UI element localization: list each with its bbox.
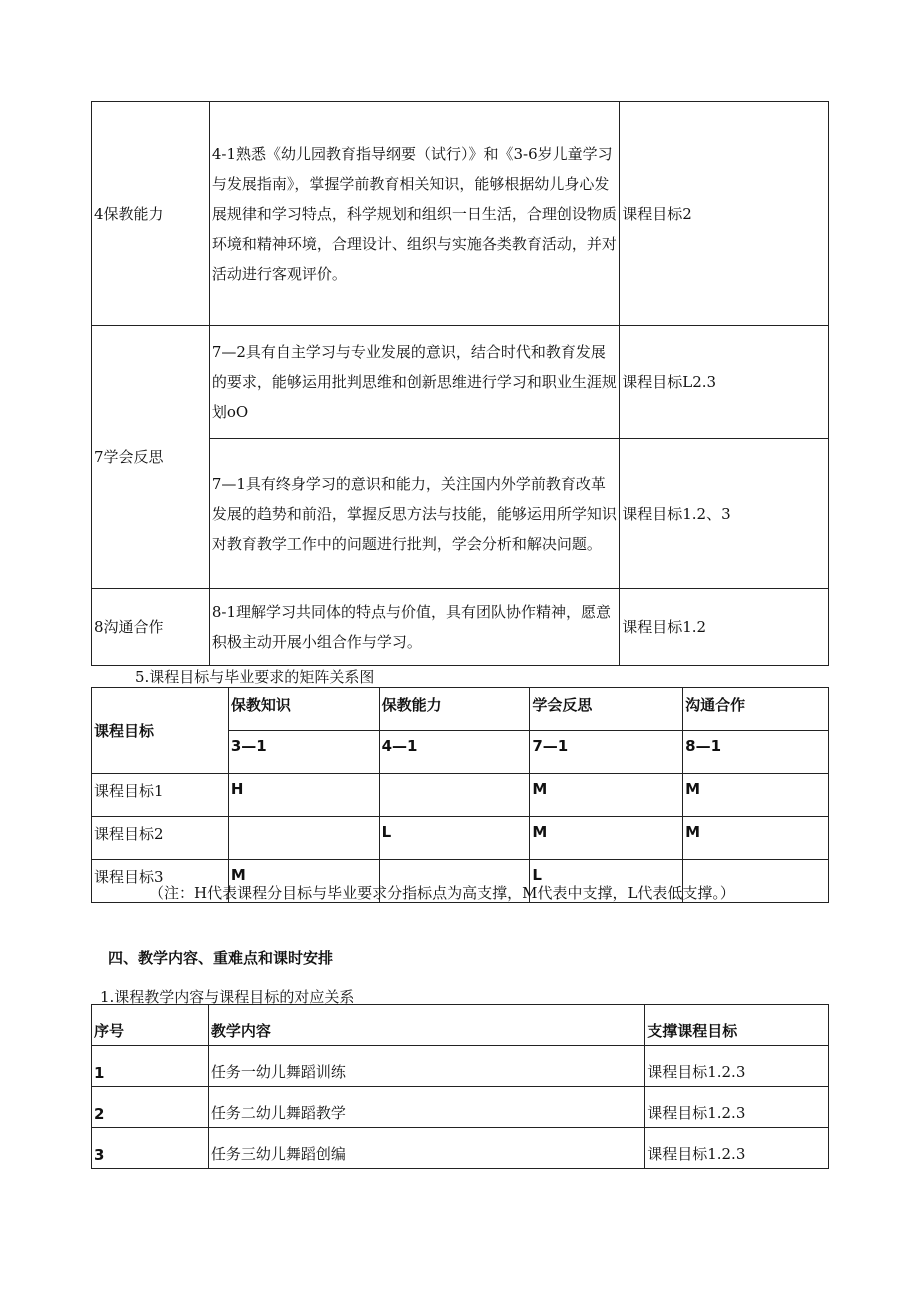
matrix-header: 沟通合作 <box>683 688 829 731</box>
matrix-row-label: 课程目标3 <box>92 860 229 903</box>
table-row <box>92 1128 829 1169</box>
matrix-table <box>91 687 829 903</box>
table-row <box>92 1046 829 1087</box>
content-cell: 任务一幼儿舞蹈训练 <box>208 1046 644 1087</box>
matrix-header: 学会反思 <box>530 688 683 731</box>
table-row <box>92 1005 829 1046</box>
matrix-row-label: 课程目标1 <box>92 774 229 817</box>
matrix-cell: M <box>530 774 683 817</box>
row-number: 1 <box>92 1046 209 1087</box>
matrix-subheader: 8—1 <box>683 731 829 774</box>
matrix-subheader: 3—1 <box>228 731 379 774</box>
category-cell: 8沟通合作 <box>92 589 210 666</box>
target-cell: 课程目标1.2.3 <box>645 1046 829 1087</box>
requirement-cell: 7—1具有终身学习的意识和能力，关注国内外学前教育改革发展的趋势和前沿，掌握反思方法与技能，能够运用所学知识对教育教学工作中的问题进行批判，学会分析和解决问题。 <box>209 439 619 589</box>
matrix-cell: L <box>379 817 530 860</box>
matrix-cell <box>379 774 530 817</box>
matrix-corner: 课程目标 <box>92 688 229 774</box>
table-row <box>92 326 829 439</box>
content-table <box>91 1004 829 1169</box>
matrix-cell: M <box>228 860 379 903</box>
section-heading: 四、教学内容、重难点和课时安排 <box>108 949 334 967</box>
matrix-subheader: 4—1 <box>379 731 530 774</box>
matrix-cell: M <box>683 774 829 817</box>
category-cell: 4保教能力 <box>92 102 210 326</box>
section-subheading: 1.课程教学内容与课程目标的对应关系 <box>100 988 355 1006</box>
target-cell: 课程目标1.2.3 <box>645 1128 829 1169</box>
matrix-header: 保教知识 <box>228 688 379 731</box>
matrix-cell: M <box>530 817 683 860</box>
graduation-requirements-table <box>91 101 829 666</box>
category-cell: 7学会反思 <box>92 326 210 589</box>
column-header: 序号 <box>92 1005 209 1046</box>
requirement-cell: 4-1熟悉《幼儿园教育指导纲要（试行）》和《3-6岁儿童学习与发展指南》，掌握学前教育相关知识，能够根据幼儿身心发展规律和学习特点，科学规划和组织一日生活，合理创设物质环境和精神环境，合理设计、组织与实施各类教育活动，并对活动进行客观评价。 <box>209 102 619 326</box>
content-cell: 任务三幼儿舞蹈创编 <box>208 1128 644 1169</box>
matrix-subheader: 7—1 <box>530 731 683 774</box>
target-cell: 课程目标1.2.3 <box>645 1087 829 1128</box>
requirement-cell: 7—2具有自主学习与专业发展的意识，结合时代和教育发展的要求，能够运用批判思维和创新思维进行学习和职业生涯规划oO <box>209 326 619 439</box>
column-header: 教学内容 <box>208 1005 644 1046</box>
table-row <box>92 102 829 326</box>
table-row <box>92 688 829 731</box>
row-number: 3 <box>92 1128 209 1169</box>
matrix-header: 保教能力 <box>379 688 530 731</box>
target-cell: 课程目标1.2 <box>620 589 829 666</box>
row-number: 2 <box>92 1087 209 1128</box>
table-row <box>92 1087 829 1128</box>
content-cell: 任务二幼儿舞蹈教学 <box>208 1087 644 1128</box>
target-cell: 课程目标1.2、3 <box>620 439 829 589</box>
matrix-cell: M <box>683 817 829 860</box>
matrix-cell: H <box>228 774 379 817</box>
matrix-cell <box>228 817 379 860</box>
requirement-cell: 8-1理解学习共同体的特点与价值，具有团队协作精神，愿意积极主动开展小组合作与学习。 <box>209 589 619 666</box>
matrix-row-label: 课程目标2 <box>92 817 229 860</box>
column-header: 支撑课程目标 <box>645 1005 829 1046</box>
matrix-cell: L <box>530 860 683 903</box>
matrix-caption: 5.课程目标与毕业要求的矩阵关系图 <box>135 668 375 686</box>
target-cell: 课程目标L2.3 <box>620 326 829 439</box>
matrix-note: （注：H代表课程分目标与毕业要求分指标点为高支撑，M代表中支撑，L代表低支撑。） <box>149 884 735 902</box>
target-cell: 课程目标2 <box>620 102 829 326</box>
table-row <box>92 774 829 817</box>
table-row <box>92 817 829 860</box>
table-row <box>92 589 829 666</box>
